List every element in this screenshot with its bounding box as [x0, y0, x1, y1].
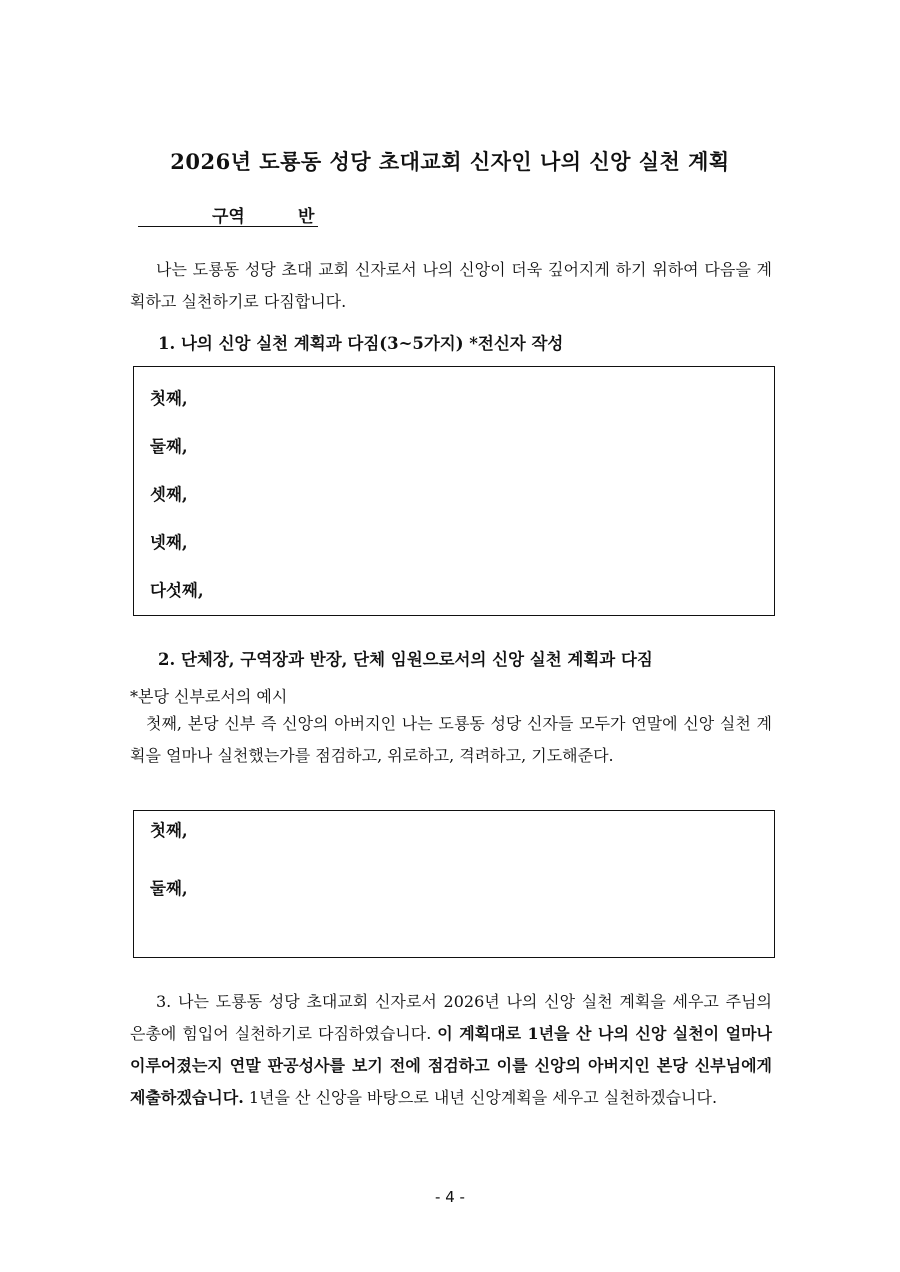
district-ban-label: 반 [298, 207, 315, 227]
section2-heading: 2. 단체장, 구역장과 반장, 단체 임원으로서의 신앙 실천 계획과 다짐 [158, 650, 653, 669]
section1-item-third: 셋째, [150, 485, 188, 504]
section2-item-second: 둘째, [150, 879, 188, 898]
district-gu-label: 구역 [212, 207, 245, 227]
closing-paragraph [130, 986, 772, 1114]
intro-paragraph: 나는 도룡동 성당 초대 교회 신자로서 나의 신앙이 더욱 깊어지게 하기 위하여 다음을 계획하고 실천하기로 다짐합니다. [130, 260, 772, 311]
section2-item-first: 첫째, [150, 821, 188, 840]
page-title: 2026년 도룡동 성당 초대교회 신자인 나의 신앙 실천 계획 [170, 149, 730, 174]
example-label: *본당 신부로서의 예시 [130, 687, 288, 706]
section1-heading: 1. 나의 신앙 실천 계획과 다짐(3~5가지) *전신자 작성 [158, 334, 564, 353]
example-paragraph: 첫째, 본당 신부 즉 신앙의 아버지인 나는 도룡동 성당 신자들 모두가 연말에 신앙 실천 계획을 얼마나 실천했는가를 점검하고, 위로하고, 격려하고, 기도해준다. [130, 714, 772, 765]
section1-item-second: 둘째, [150, 437, 188, 456]
closing-part3: 1년을 산 신앙을 바탕으로 내년 신앙계획을 세우고 실천하겠습니다. [243, 1088, 718, 1107]
page-number: - 4 - [435, 1188, 465, 1206]
district-blank-line [138, 200, 318, 227]
closing-part1: 3. 나는 도룡동 성당 초대교회 신자로서 2026년 나의 신앙 실천 계획을 세우고 주님의 은총에 힘입어 실천하기로 다짐하였습니다. [130, 992, 772, 1043]
section1-item-fourth: 넷째, [150, 533, 188, 552]
section1-answer-box[interactable] [133, 366, 775, 616]
section1-item-fifth: 다섯째, [150, 581, 204, 600]
section1-item-first: 첫째, [150, 389, 188, 408]
section2-answer-box[interactable] [133, 810, 775, 958]
closing-bold-commitment: 이 계획대로 1년을 산 나의 신앙 실천이 얼마나 이루어졌는지 연말 판공성사를 보기 전에 점검하고 이를 신앙의 아버지인 본당 신부님에게 제출하겠습니다. [130, 1024, 772, 1107]
